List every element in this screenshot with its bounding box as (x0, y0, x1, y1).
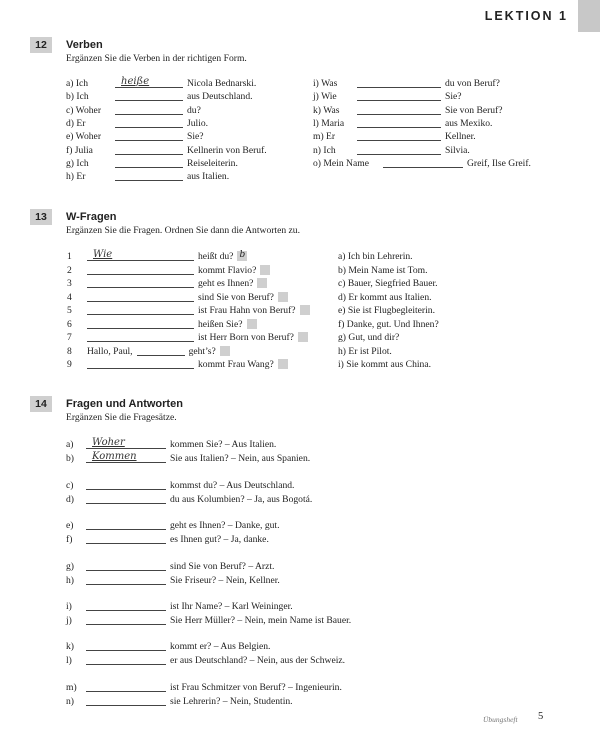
answer-blank[interactable] (87, 264, 194, 275)
question-number: 2 (67, 264, 72, 276)
section-title: Fragen und Antworten (66, 398, 183, 410)
exercise-row (66, 437, 276, 450)
exercise-row (338, 276, 438, 289)
answer-blank[interactable] (86, 600, 166, 611)
item-text: Sie Friseur? – Nein, Kellner. (170, 575, 280, 586)
item-label: m) (66, 682, 77, 693)
item-text: Sie? (445, 91, 462, 103)
item-label: n) (66, 696, 74, 707)
handwritten-answer: Woher (92, 437, 125, 448)
answer-option: i) Sie kommt aus China. (338, 359, 432, 370)
match-box[interactable] (237, 251, 247, 261)
exercise-row (313, 156, 531, 169)
item-text: Sie? (187, 131, 204, 143)
answer-blank[interactable] (115, 157, 183, 168)
item-text: Kellner. (445, 131, 476, 143)
answer-blank[interactable] (86, 681, 166, 692)
handwritten-match: b (239, 250, 246, 260)
exercise-row (313, 129, 476, 142)
handwritten-answer: Wie (93, 249, 113, 260)
question-prefix: Hallo, Paul, (87, 345, 133, 357)
answer-blank[interactable] (86, 533, 166, 544)
lektion-label: LEKTION 1 (484, 9, 568, 23)
question-text: geht es Ihnen? (198, 278, 254, 289)
answer-option: h) Er ist Pilot. (338, 345, 392, 357)
question-text: ist Frau Hahn von Beruf? (198, 305, 296, 316)
item-label: j) (66, 615, 72, 626)
section-12-header (30, 37, 103, 53)
exercise-row (66, 492, 312, 505)
exercise-row (313, 116, 492, 129)
answer-option: g) Gut, und dir? (338, 332, 400, 343)
answer-blank[interactable] (115, 77, 183, 88)
exercise-row (66, 613, 351, 626)
answer-blank[interactable] (357, 90, 441, 101)
answer-blank[interactable] (86, 574, 166, 585)
item-label: b) (66, 453, 74, 464)
exercise-row (66, 103, 201, 116)
match-box[interactable] (298, 332, 308, 342)
exercise-row (338, 317, 439, 330)
exercise-row (66, 76, 256, 89)
item-text: sie Lehrerin? – Nein, Studentin. (170, 696, 293, 707)
answer-blank[interactable] (115, 117, 183, 128)
answer-blank[interactable] (86, 614, 166, 625)
lektion-tab (578, 0, 600, 32)
exercise-row (66, 694, 293, 707)
answer-blank[interactable] (86, 654, 166, 665)
exercise-row (313, 103, 503, 116)
item-label: i) Was (313, 78, 338, 89)
item-label: d) (66, 494, 74, 505)
answer-blank[interactable] (87, 304, 194, 315)
item-label: a) (66, 439, 74, 450)
item-label: i) (66, 601, 72, 612)
exercise-row (66, 680, 342, 693)
item-text: Sie von Beruf? (445, 104, 503, 116)
exercise-row (66, 559, 274, 572)
exercise-row (338, 344, 392, 357)
item-label: o) Mein Name (313, 157, 369, 169)
question-number: 5 (67, 305, 72, 316)
match-box[interactable] (278, 292, 288, 302)
answer-blank[interactable] (87, 250, 194, 261)
exercise-row (67, 276, 267, 289)
exercise-row (66, 639, 270, 652)
match-box[interactable] (247, 319, 257, 329)
item-text: geht es Ihnen? – Danke, gut. (170, 520, 280, 531)
question-text: ist Herr Born von Beruf? (198, 332, 294, 343)
answer-blank[interactable] (86, 695, 166, 706)
item-text: Julio. (187, 117, 209, 129)
item-label: c) (66, 480, 74, 491)
item-text: aus Mexiko. (445, 117, 493, 129)
item-text: aus Deutschland. (187, 91, 253, 103)
question-text: sind Sie von Beruf? (198, 291, 274, 303)
exercise-row (338, 330, 399, 343)
match-box[interactable] (257, 278, 267, 288)
item-label: l) Maria (313, 117, 345, 129)
exercise-row (66, 116, 208, 129)
question-number: 1 (67, 251, 72, 262)
item-label: n) Ich (313, 144, 336, 156)
item-text: Reiseleiterin. (187, 157, 238, 169)
exercise-row (66, 478, 294, 491)
match-box[interactable] (260, 265, 270, 275)
item-text: ist Frau Schmitzer von Beruf? – Ingenieurin. (170, 682, 342, 693)
question-number: 9 (67, 359, 72, 370)
exercise-row (66, 143, 267, 156)
question-number: 4 (67, 291, 72, 303)
answer-blank[interactable] (357, 144, 441, 155)
item-text: du von Beruf? (445, 78, 500, 89)
exercise-row (66, 573, 280, 586)
exercise-row (313, 76, 500, 89)
question-text: heißt du? (198, 251, 234, 262)
answer-blank[interactable] (86, 452, 166, 463)
exercise-row (67, 330, 308, 343)
answer-blank[interactable] (357, 104, 441, 115)
item-text: kommt er? – Aus Belgien. (170, 641, 271, 652)
item-label: g) Ich (66, 157, 89, 169)
handwritten-answer: heiße (121, 76, 150, 87)
item-label: l) (66, 655, 72, 666)
match-box[interactable] (300, 305, 310, 315)
item-label: d) Er (66, 117, 86, 129)
exercise-row (66, 89, 253, 102)
exercise-row (67, 357, 288, 370)
section-instruction: Ergänzen Sie die Fragen. Ordnen Sie dann die Antworten zu. (66, 225, 301, 236)
item-text: aus Italien. (187, 171, 230, 183)
answer-option: c) Bauer, Siegfried Bauer. (338, 278, 438, 289)
section-title: W-Fragen (66, 211, 117, 223)
answer-blank[interactable] (86, 640, 166, 651)
item-label: h) (66, 575, 74, 586)
section-number: 12 (30, 37, 52, 53)
item-text: du? (187, 104, 201, 116)
question-text: kommt Flavio? (198, 264, 257, 276)
question-text: kommt Frau Wang? (198, 359, 274, 370)
exercise-row (66, 532, 269, 545)
page-number: 5 (538, 711, 544, 722)
answer-blank[interactable] (86, 493, 166, 504)
item-label: f) Julia (66, 144, 93, 156)
item-text: er aus Deutschland? – Nein, aus der Schweiz. (170, 655, 346, 666)
item-text: Sie aus Italien? – Nein, aus Spanien. (170, 453, 311, 464)
answer-blank[interactable] (115, 130, 183, 141)
item-label: k) (66, 641, 74, 652)
item-text: es Ihnen gut? – Ja, danke. (170, 534, 269, 545)
answer-blank[interactable] (115, 144, 183, 155)
exercise-row (67, 263, 270, 276)
exercise-row (66, 518, 280, 531)
item-label: a) Ich (66, 78, 89, 89)
item-label: g) (66, 561, 74, 572)
item-text: Silvia. (445, 144, 470, 156)
answer-blank[interactable] (357, 117, 441, 128)
exercise-row (67, 303, 310, 316)
answer-blank[interactable] (357, 130, 441, 141)
question-text: geht’s? (188, 345, 216, 357)
item-text: du aus Kolumbien? – Ja, aus Bogotá. (170, 494, 313, 505)
item-text: Greif, Ilse Greif. (467, 157, 531, 169)
answer-blank[interactable] (86, 519, 166, 530)
answer-blank[interactable] (86, 438, 166, 449)
section-instruction: Ergänzen Sie die Verben in der richtigen Form. (66, 53, 247, 64)
item-text: ist Ihr Name? – Karl Weininger. (170, 601, 293, 612)
item-label: m) Er (313, 131, 336, 143)
exercise-row (67, 344, 230, 357)
section-title: Verben (66, 39, 103, 51)
exercise-row (66, 129, 204, 142)
section-number: 13 (30, 209, 52, 225)
answer-blank[interactable] (87, 291, 194, 302)
answer-blank[interactable] (383, 157, 463, 168)
answer-option: d) Er kommt aus Italien. (338, 291, 432, 303)
exercise-row (338, 290, 432, 303)
exercise-row (338, 263, 427, 276)
item-text: sind Sie von Beruf? – Arzt. (170, 561, 275, 572)
handwritten-answer: Kommen (92, 451, 137, 462)
item-label: f) (66, 534, 73, 545)
question-number: 6 (67, 318, 72, 330)
answer-option: b) Mein Name ist Tom. (338, 264, 428, 276)
exercise-row (67, 249, 247, 262)
exercise-row (313, 89, 462, 102)
item-label: e) Woher (66, 131, 102, 143)
answer-blank[interactable] (87, 331, 194, 342)
footer-note: Übungsheft (483, 715, 518, 724)
exercise-row (66, 653, 345, 666)
answer-option: f) Danke, gut. Und Ihnen? (338, 318, 439, 330)
section-14-header (30, 396, 183, 412)
match-box[interactable] (278, 359, 288, 369)
section-instruction: Ergänzen Sie die Fragesätze. (66, 412, 177, 423)
exercise-row (66, 599, 293, 612)
question-number: 7 (67, 332, 72, 343)
section-13-header (30, 209, 117, 225)
match-box[interactable] (220, 346, 230, 356)
item-text: Nicola Bednarski. (187, 78, 257, 89)
answer-blank[interactable] (115, 90, 183, 101)
item-label: c) Woher (66, 104, 102, 116)
answer-blank[interactable] (115, 170, 183, 181)
exercise-row (66, 156, 238, 169)
answer-blank[interactable] (87, 277, 194, 288)
item-label: e) (66, 520, 74, 531)
exercise-row (338, 249, 413, 262)
item-text: kommst du? – Aus Deutschland. (170, 480, 295, 491)
exercise-row (67, 290, 288, 303)
exercise-row (67, 317, 257, 330)
exercise-row (338, 303, 435, 316)
answer-blank[interactable] (87, 318, 194, 329)
lektion-header (485, 0, 600, 32)
answer-blank[interactable] (137, 345, 185, 356)
question-number: 3 (67, 278, 72, 289)
item-text: Sie Herr Müller? – Nein, mein Name ist Bauer. (170, 615, 352, 626)
section-number: 14 (30, 396, 52, 412)
answer-blank[interactable] (357, 77, 441, 88)
exercise-row (313, 143, 470, 156)
question-text: heißen Sie? (198, 318, 243, 330)
answer-option: e) Sie ist Flugbegleiterin. (338, 305, 435, 316)
item-label: h) Er (66, 171, 86, 183)
answer-blank[interactable] (87, 358, 194, 369)
item-label: j) Wie (313, 91, 337, 103)
exercise-row (338, 357, 431, 370)
item-label: b) Ich (66, 91, 89, 103)
question-number: 8 (67, 345, 72, 357)
item-label: k) Was (313, 104, 340, 116)
exercise-row (66, 451, 310, 464)
answer-option: a) Ich bin Lehrerin. (338, 251, 413, 262)
exercise-row (66, 169, 229, 182)
answer-blank[interactable] (115, 104, 183, 115)
answer-blank[interactable] (86, 560, 166, 571)
answer-blank[interactable] (86, 479, 166, 490)
item-text: kommen Sie? – Aus Italien. (170, 439, 277, 450)
item-text: Kellnerin von Beruf. (187, 144, 267, 156)
